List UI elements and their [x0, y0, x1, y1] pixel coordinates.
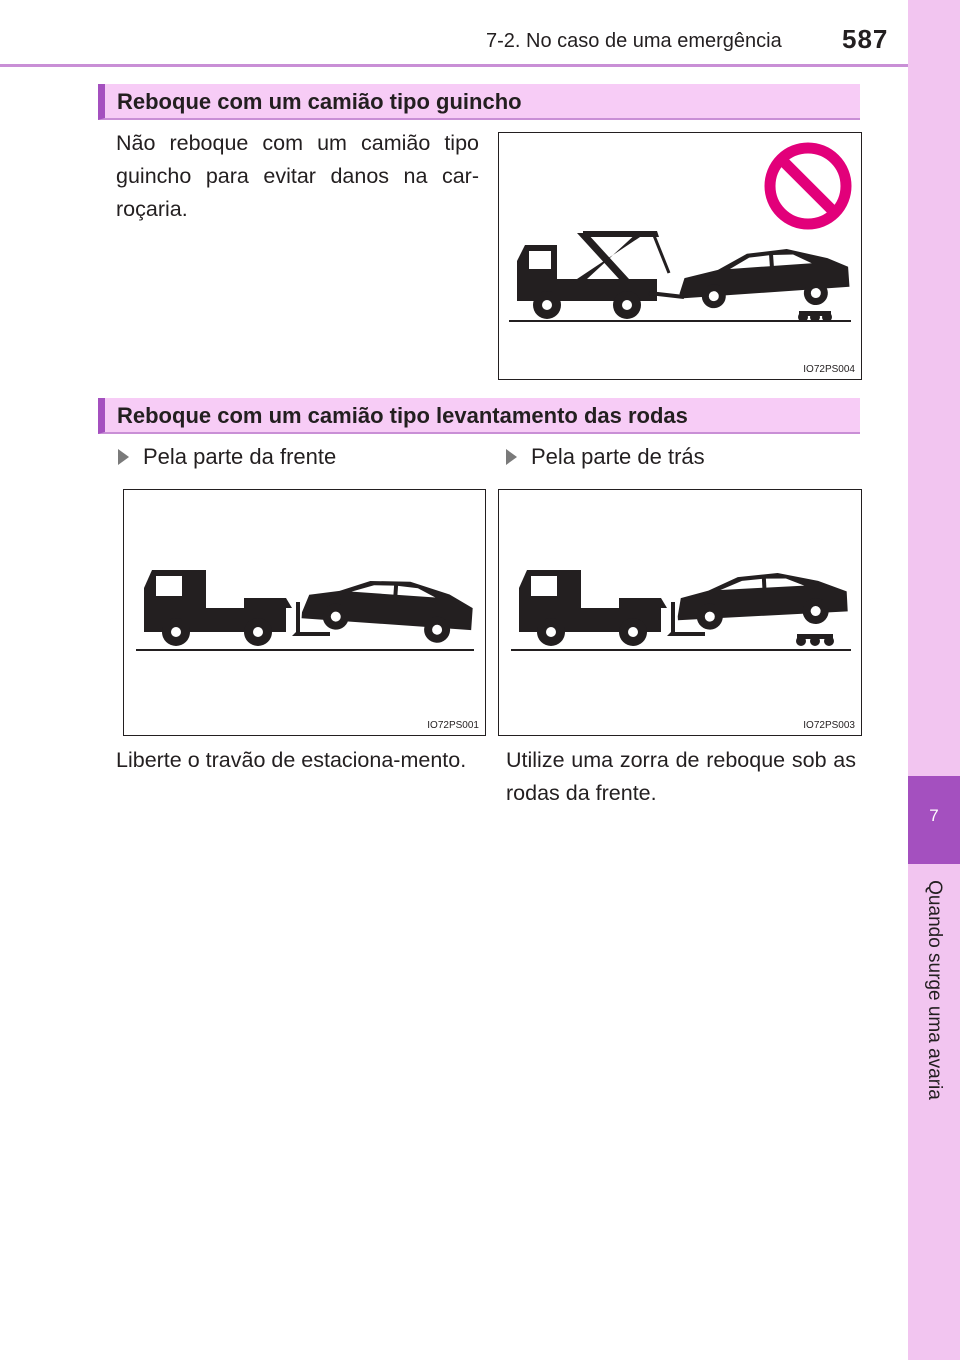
tow-truck-icon: [517, 231, 684, 319]
chapter-title: Quando surge uma avaria: [924, 880, 945, 1100]
bullet-arrow-icon: [118, 449, 129, 465]
figure-hook-truck-prohibited: [498, 132, 862, 380]
figure-code: IO72PS001: [427, 720, 479, 731]
figure-wheel-lift-rear: [498, 489, 862, 736]
front-lift-illustration: [124, 490, 487, 737]
section-heading-levantamento: Reboque com um camião tipo levantamento das rodas: [98, 398, 860, 434]
car-icon: [676, 569, 849, 631]
car-icon: [677, 245, 851, 315]
tow-truck-icon: [144, 570, 330, 646]
bullet-rear-label: Pela parte de trás: [531, 444, 705, 469]
figure-wheel-lift-front: [123, 489, 486, 736]
rear-lift-instruction: Utilize uma zorra de reboque sob as rodas da frente.: [506, 748, 856, 805]
figure-code: IO72PS004: [803, 364, 855, 375]
tow-truck-icon: [519, 570, 705, 646]
wheel-dolly-icon: [796, 634, 834, 646]
section-guincho-text: Não reboque com um camião tipo guincho para evitar danos na car-roçaria.: [116, 131, 479, 221]
figure-code: IO72PS003: [803, 720, 855, 731]
bullet-front: [118, 444, 336, 470]
bullet-rear: [506, 444, 705, 470]
page-number: 587: [842, 24, 889, 54]
front-lift-instruction: Liberte o travão de estaciona-mento.: [116, 748, 467, 772]
hook-truck-illustration: [499, 133, 863, 381]
chapter-number: 7: [929, 806, 939, 825]
chapter-side-tab: [908, 0, 960, 1360]
prohibition-icon: [770, 148, 846, 224]
header-section-title: 7-2. No caso de uma emergência: [486, 30, 782, 52]
rear-lift-illustration: [499, 490, 863, 737]
bullet-arrow-icon: [506, 449, 517, 465]
bullet-front-label: Pela parte da frente: [143, 444, 337, 469]
section-heading-guincho: Reboque com um camião tipo guincho: [98, 84, 860, 120]
header-divider: [0, 64, 908, 67]
wheel-dolly-icon: [798, 311, 832, 322]
